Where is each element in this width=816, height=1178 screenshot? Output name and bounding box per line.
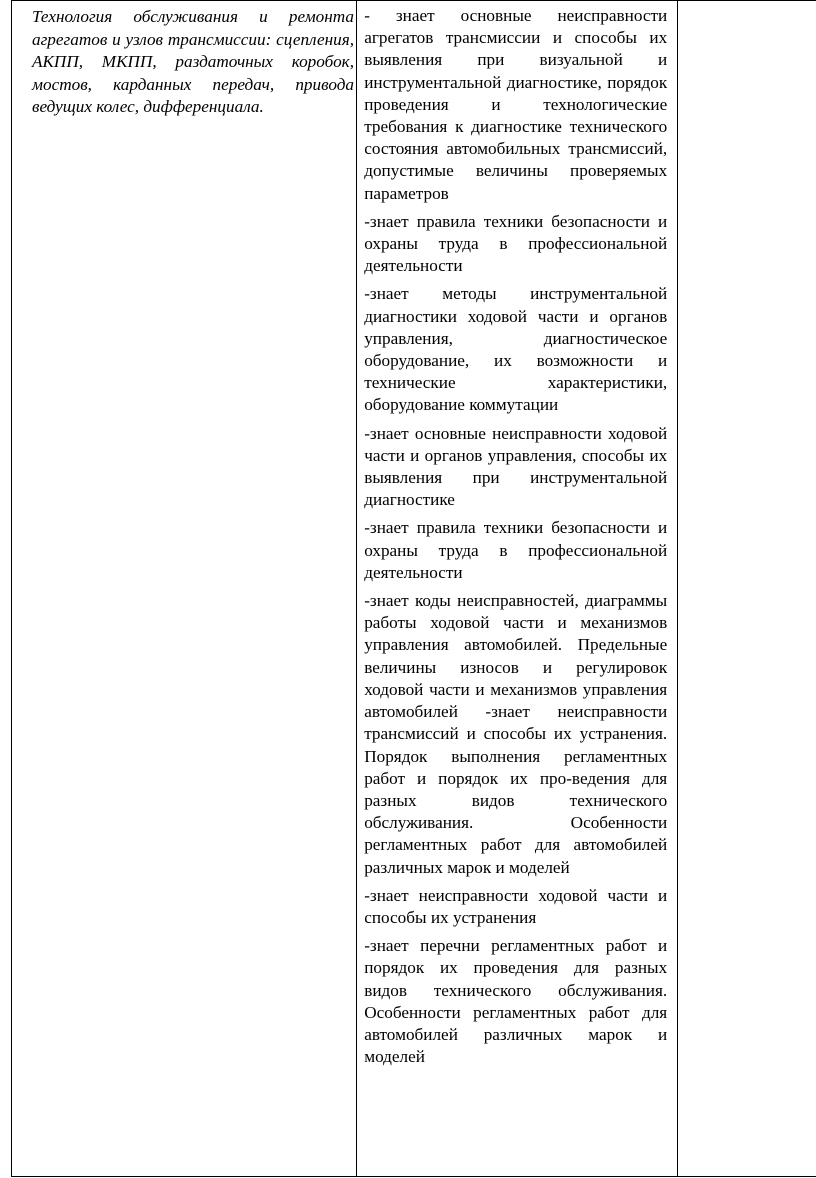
- topic-cell: [12, 1, 357, 1177]
- knowledge-item-4: -знает основные неисправности ходовой части и органов управления, способы их выявления при инструментальной диагностике: [364, 423, 668, 510]
- knowledge-cell: [357, 1, 678, 1177]
- knowledge-item-8: -знает перечни регламентных работ и порядок их проведения для разных видов технического обслуживания. Особенности регламентных работ для автомобилей различных марок и моделей: [364, 936, 668, 1067]
- empty-cell: [678, 1, 816, 1177]
- knowledge-list: [357, 1, 667, 1068]
- topic-text: Технология обслуживания и ремонта агрегатов и узлов трансмиссии: сцепления, АКПП, МКПП, раздаточных коробок, мостов, карданных передач, привода ведущих колес, дифференциала.: [32, 7, 354, 117]
- knowledge-item-1: - знает основные неисправности агрегатов трансмиссии и способы их выявления при визуальной и инструментальной диагностике, порядок проведения и технологические требования к диагностике технического состояния автомобильных трансмиссий, допустимые величины проверяемых параметров: [364, 6, 668, 203]
- knowledge-item-5: -знает правила техники безопасности и охраны труда в профессиональной деятельности: [364, 518, 668, 582]
- competency-table: [11, 0, 816, 1177]
- table-row: [12, 1, 816, 1177]
- knowledge-item-7: -знает неисправности ходовой части и способы их устранения: [364, 885, 668, 927]
- knowledge-item-6: -знает коды неисправностей, диаграммы работы ходовой части и механизмов управления автомобилей. Предельные величины износов и регулировок ходовой части и механизмов управления автомобилей -знает неисправности трансмиссий и способы их устранения. Порядок выполнения регламентных работ и порядок их про-ведения для разных видов технического обслуживания. Особенности регламентных работ для автомобилей различных марок и моделей: [364, 591, 668, 877]
- knowledge-item-2: -знает правила техники безопасности и охраны труда в профессиональной деятельности: [364, 211, 668, 276]
- knowledge-item-3: -знает методы инструментальной диагностики ходовой части и органов управления, диагностическое оборудование, их возможности и технические характеристики, оборудование коммутации: [364, 284, 668, 415]
